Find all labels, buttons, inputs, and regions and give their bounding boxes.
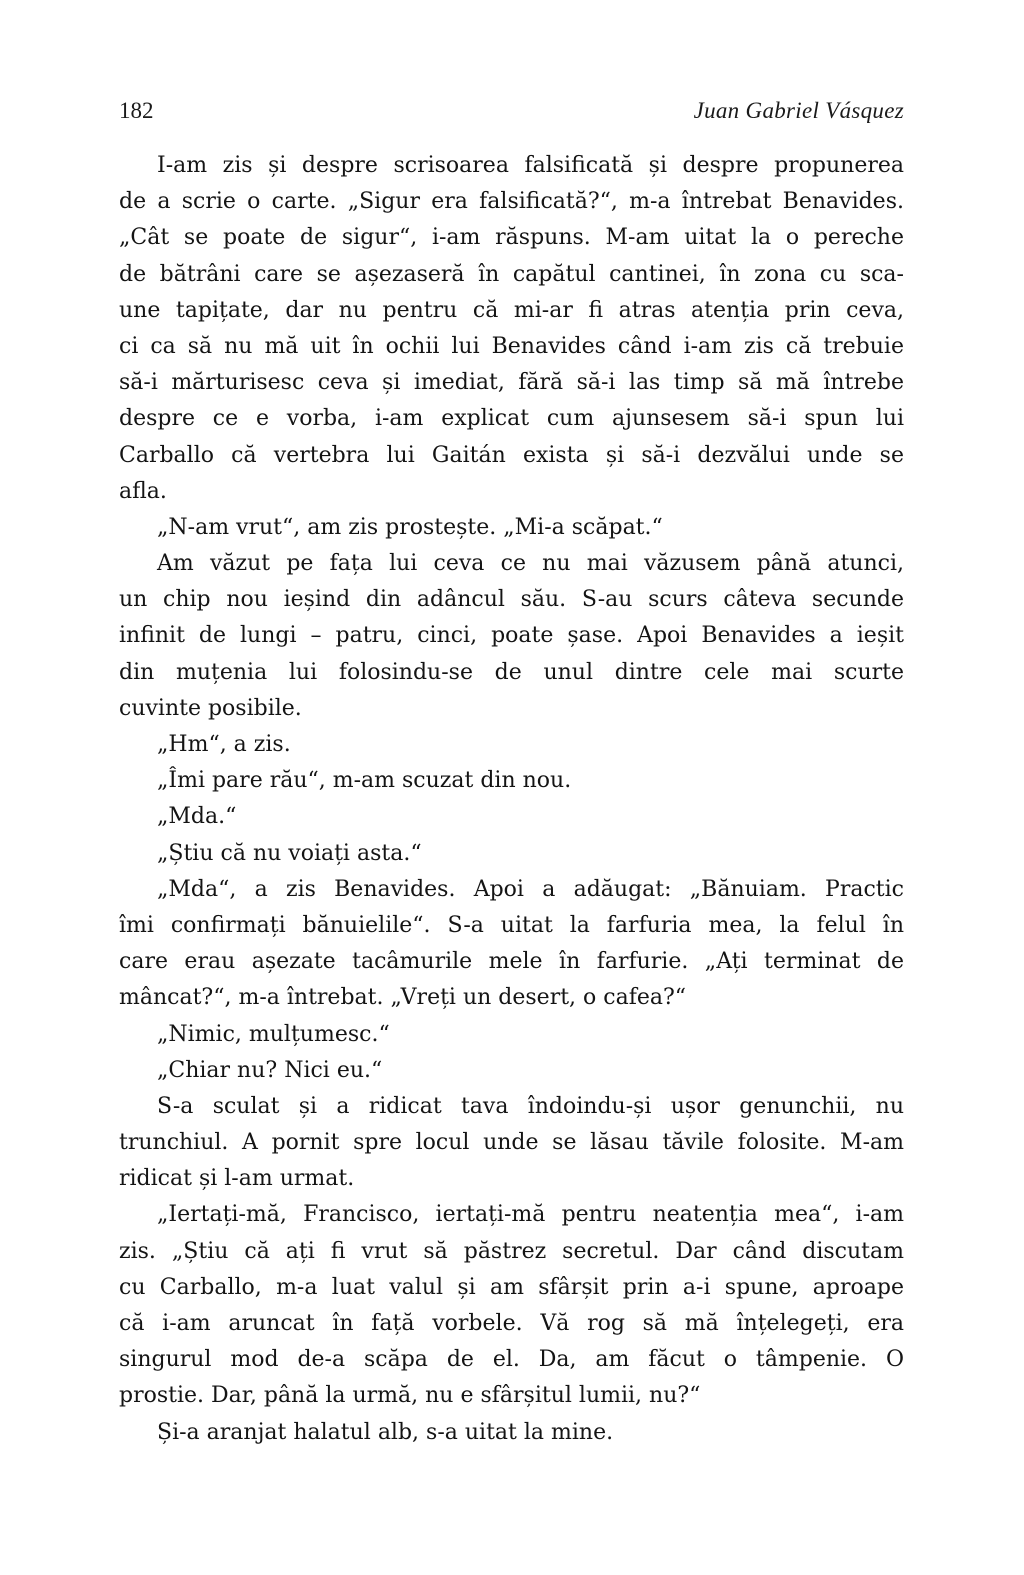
text-line: ci ca să nu mă uit în ochii lui Benavides când i-am zis că trebuie bbox=[119, 333, 904, 359]
text-line: „Îmi pare rău“, m-am scuzat din nou. bbox=[157, 768, 572, 794]
text-line: să-i mărturisesc ceva și imediat, fără să-i las timp să mă întrebe bbox=[119, 370, 904, 396]
text-line: de bătrâni care se așezaseră în capătul cantinei, în zona cu sca- bbox=[119, 261, 904, 287]
text-line: „Cât se poate de sigur“, i-am răspuns. M-am uitat la o pereche bbox=[119, 225, 904, 251]
text-line: afla. bbox=[119, 478, 167, 504]
text-line: un chip nou ieșind din adâncul său. S-au scurs câteva secunde bbox=[119, 587, 904, 613]
text-line: „N-am vrut“, am zis prostește. „Mi-a scăpat.“ bbox=[157, 514, 663, 540]
text-line: „Mda.“ bbox=[157, 804, 237, 830]
text-line: trunchiul. A pornit spre locul unde se lăsau tăvile folosite. M-am bbox=[119, 1130, 904, 1156]
text-line: „Hm“, a zis. bbox=[157, 732, 291, 757]
text-line: cu Carballo, m-a luat valul și am sfârșit prin a-i spune, aproape bbox=[119, 1274, 904, 1300]
text-line: cuvinte posibile. bbox=[119, 695, 302, 721]
text-line: „Nimic, mulțumesc.“ bbox=[157, 1021, 390, 1047]
text-line: singurul mod de-a scăpa de el. Da, am făcut o tâmpenie. O bbox=[119, 1347, 904, 1373]
text-line: Carballo că vertebra lui Gaitán exista și să-i dezvălui unde se bbox=[119, 442, 904, 468]
text-line: S-a sculat și a ridicat tava îndoindu-și ușor genunchii, nu bbox=[157, 1093, 904, 1119]
text-line: „Iertați-mă, Francisco, iertați-mă pentru neatenția mea“, i-am bbox=[157, 1202, 904, 1228]
text-line: „Chiar nu? Nici eu.“ bbox=[157, 1057, 383, 1083]
text-line: din muțenia lui folosindu-se de unul dintre cele mai scurte bbox=[119, 659, 904, 685]
text-line: „Mda“, a zis Benavides. Apoi a adăugat: „Bănuiam. Practic bbox=[157, 876, 904, 902]
text-line: infinit de lungi – patru, cinci, poate șase. Apoi Benavides a ieșit bbox=[119, 623, 904, 649]
text-line: I-am zis și despre scrisoarea falsificată și despre propunerea bbox=[157, 153, 904, 178]
text-line: mâncat?“, m-a întrebat. „Vreți un desert, o cafea?“ bbox=[119, 985, 687, 1011]
text-line: „Știu că nu voiați asta.“ bbox=[157, 840, 422, 866]
text-line: de a scrie o carte. „Sigur era falsificată?“, m-a întrebat Benavides. bbox=[119, 189, 904, 215]
running-title: Juan Gabriel Vásquez bbox=[693, 98, 904, 123]
text-line: une tapițate, dar nu pentru că mi-ar fi atras atenția prin ceva, bbox=[119, 297, 904, 323]
text-line: Și-a aranjat halatul alb, s-a uitat la mine. bbox=[157, 1419, 614, 1445]
text-line: prostie. Dar, până la urmă, nu e sfârșitul lumii, nu?“ bbox=[119, 1383, 701, 1409]
page-number: 182 bbox=[119, 98, 154, 123]
body-text bbox=[119, 148, 904, 1451]
text-line: despre ce e vorba, i-am explicat cum ajunsesem să-i spun lui bbox=[119, 406, 904, 432]
text-line: care erau așezate tacâmurile mele în farfurie. „Ați terminat de bbox=[119, 949, 904, 975]
text-line: ridicat și l-am urmat. bbox=[119, 1166, 355, 1192]
text-line: că i-am aruncat în față vorbele. Vă rog să mă înțelegeți, era bbox=[119, 1311, 904, 1336]
running-header bbox=[119, 94, 904, 128]
text-line: îmi confirmați bănuielile“. S-a uitat la farfuria mea, la felul în bbox=[119, 912, 904, 938]
text-line: Am văzut pe fața lui ceva ce nu mai văzusem până atunci, bbox=[157, 551, 904, 577]
text-line: zis. „Știu că ați fi vrut să păstrez secretul. Dar când discutam bbox=[119, 1238, 904, 1264]
